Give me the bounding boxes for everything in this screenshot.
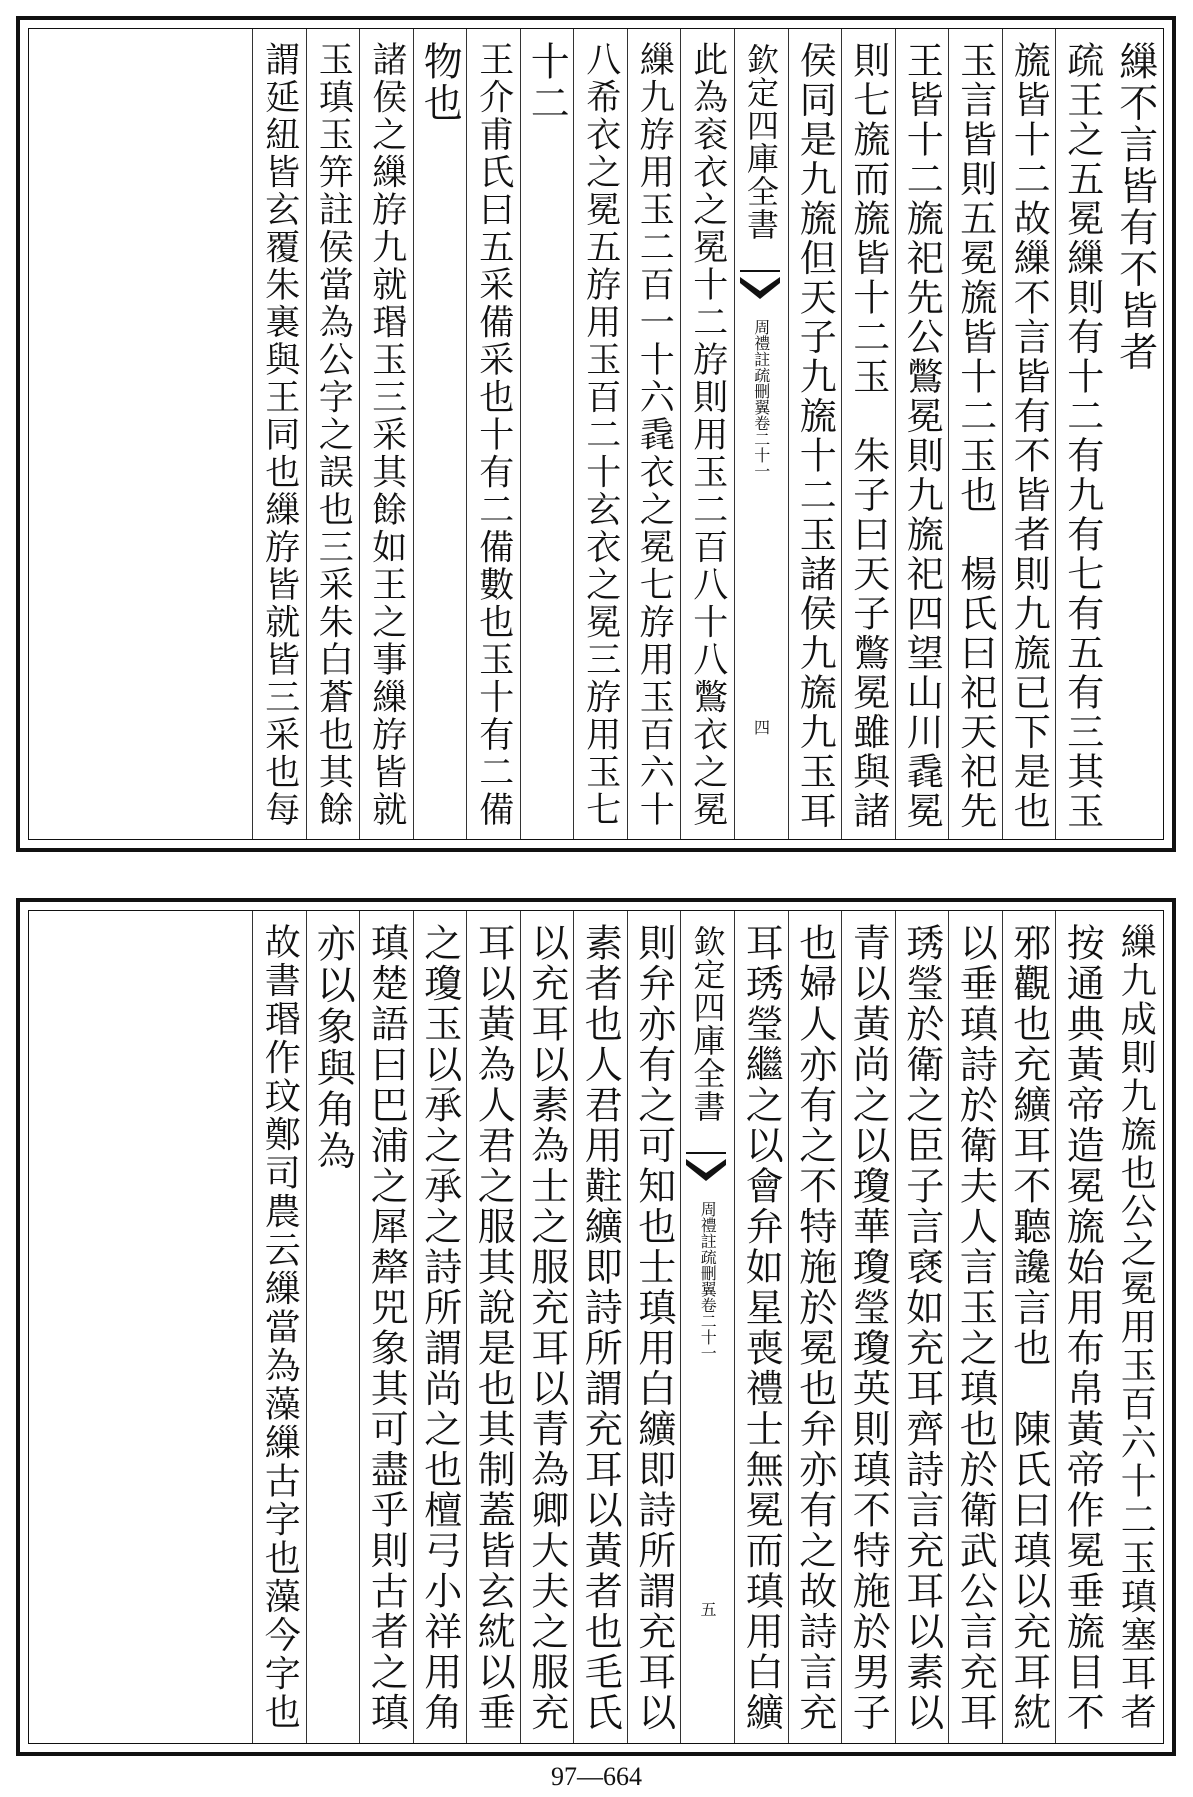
text-column-left-5 — [466, 29, 520, 839]
fish-tail-ornament-icon — [686, 1151, 726, 1185]
text-line: 亦以象與角為 — [310, 923, 356, 1172]
text-column-right-1 — [1109, 911, 1163, 1743]
text-column-left-3 — [520, 911, 574, 1743]
text-line: 疏王之五冕繅則有十二有九有七有五有三其玉 — [1060, 41, 1104, 831]
text-line: 邪觀也充纊耳不聽讒言也 陳氏曰瑱以充耳紞 — [1006, 923, 1051, 1733]
text-column-right-4 — [948, 911, 1002, 1743]
volume-subtitle — [699, 1201, 717, 1361]
text-column-right-8 — [734, 911, 788, 1743]
text-line: 以垂瑱詩於衛夫人言玉之瑱也於衛武公言充耳 — [953, 923, 998, 1733]
text-line: 繅不言皆有不皆者 — [1112, 41, 1158, 373]
text-line: 玉瑱玉笄註侯當為公字之誤也三采朱白蒼也其餘 — [313, 41, 354, 829]
page-gutter — [734, 29, 788, 839]
text-line: 瑱楚語曰巴浦之犀犛兕象其可盡乎則古者之瑱 — [364, 923, 409, 1733]
volume-subtitle-line: 周禮註疏刪翼 — [751, 319, 771, 415]
text-column-left-6 — [359, 911, 413, 1743]
text-line: 故書瑉作玟鄭司農云繅當為藻繅古字也藻今字也 — [259, 923, 301, 1732]
text-line: 玉言皆則五冕旒皆十二玉也 楊氏曰祀天祀先 — [953, 41, 997, 831]
text-line: 王介甫氏曰五采備采也十有二備數也玉十有二備 — [473, 41, 514, 829]
text-column-right-2 — [1055, 29, 1109, 839]
text-line: 耳琇瑩繼之以會弁如星喪禮士無冕而瑱用白纊 — [739, 923, 784, 1733]
leaf-number: 四 — [751, 719, 771, 735]
text-column-left-1 — [627, 911, 681, 1743]
text-line: 以充耳以素為士之服充耳以青為卿大夫之服充 — [524, 923, 569, 1733]
text-line: 青以黃尚之以瓊華瓊瑩瓊英則瑱不特施於男子 — [846, 923, 891, 1733]
text-column-left-2 — [573, 911, 627, 1743]
text-column-left-8 — [306, 29, 360, 839]
text-line: 耳以黃為人君之服其說是也其制蓋皆玄紞以垂 — [471, 923, 516, 1733]
text-column-right-3 — [1002, 29, 1056, 839]
leaf-number: 五 — [698, 1601, 717, 1617]
text-column-left-4 — [520, 29, 574, 839]
text-line: 琇瑩於衛之臣子言褎如充耳齊詩言充耳以素以 — [899, 923, 944, 1733]
top-page-panel — [16, 16, 1176, 852]
bottom-page-panel — [16, 898, 1176, 1756]
text-line: 八希衣之冕五斿用玉百二十玄衣之冕三斿用玉七 — [580, 41, 621, 829]
text-line: 侯同是九旒但天子九旒十二玉諸侯九旒九玉耳 — [793, 41, 837, 831]
text-column-right-4 — [948, 29, 1002, 839]
text-column-right-5 — [895, 911, 949, 1743]
text-column-left-1 — [680, 29, 734, 839]
text-line: 繅九斿用玉二百一十六毳衣之冕七斿用玉百六十 — [634, 41, 675, 829]
text-line: 十二 — [524, 41, 570, 124]
text-column-right-5 — [895, 29, 949, 839]
catalog-page-number: 97—664 — [551, 1762, 642, 1791]
text-column-left-7 — [306, 911, 360, 1743]
text-column-right-2 — [1055, 911, 1109, 1743]
text-column-left-2 — [627, 29, 681, 839]
text-line: 物也 — [417, 41, 463, 124]
text-column-left-5 — [413, 911, 467, 1743]
top-page-frame — [28, 28, 1164, 840]
text-line: 按通典黃帝造冕旒始用布帛黃帝作冕垂旒目不 — [1060, 923, 1105, 1733]
text-column-left-6 — [413, 29, 467, 839]
text-column-right-7 — [788, 911, 842, 1743]
text-line: 謂延紐皆玄覆朱裏與王同也繅斿皆就皆三采也每 — [259, 41, 300, 829]
text-line: 繅九成則九旒也公之冕用玉百六十二玉瑱塞耳者 — [1115, 923, 1157, 1732]
text-column-right-6 — [841, 911, 895, 1743]
text-line: 旒皆十二故繅不言皆有不皆者則九旒已下是也 — [1007, 41, 1051, 831]
text-column-left-9 — [252, 29, 306, 839]
text-column-left-4 — [466, 911, 520, 1743]
text-line: 也婦人亦有之不特施於冕也弁亦有之故詩言充 — [792, 923, 837, 1733]
text-line: 則七旒而旒皆十二玉 朱子曰天子鷩冕雖與諸 — [846, 41, 890, 831]
volume-subtitle-line: 卷二十一 — [698, 1297, 718, 1361]
volume-subtitle — [752, 319, 770, 479]
text-line: 諸侯之繅斿九就瑉玉三采其餘如王之事繅斿皆就 — [366, 41, 407, 829]
volume-subtitle-line: 周禮註疏刪翼 — [698, 1201, 718, 1297]
bottom-page-frame — [28, 910, 1164, 1744]
text-column-right-1 — [1109, 29, 1163, 839]
text-line: 則弁亦有之可知也士瑱用白纊即詩所謂充耳以 — [631, 923, 676, 1733]
text-column-left-7 — [359, 29, 413, 839]
text-column-left-8 — [252, 911, 306, 1743]
page-gutter — [680, 911, 734, 1743]
volume-subtitle-line: 卷二十一 — [751, 415, 771, 479]
text-column-right-6 — [841, 29, 895, 839]
text-line: 此為衮衣之冕十二斿則用玉二百八十八鷩衣之冕 — [687, 41, 728, 829]
collection-title: 欽定四庫全書 — [742, 43, 780, 241]
text-line: 王皆十二旒祀先公鷩冕則九旒祀四望山川毳冕 — [900, 41, 944, 831]
text-line: 素者也人君用黈纊即詩所謂充耳以黃者也毛氏 — [578, 923, 623, 1733]
fish-tail-ornament-icon — [740, 269, 780, 303]
text-column-right-7 — [788, 29, 842, 839]
collection-title: 欽定四庫全書 — [688, 925, 727, 1123]
text-line: 之瓊玉以承之承之詩所謂尚之也檀弓小祥用角 — [417, 923, 462, 1733]
text-column-left-3 — [573, 29, 627, 839]
text-column-right-3 — [1002, 911, 1056, 1743]
